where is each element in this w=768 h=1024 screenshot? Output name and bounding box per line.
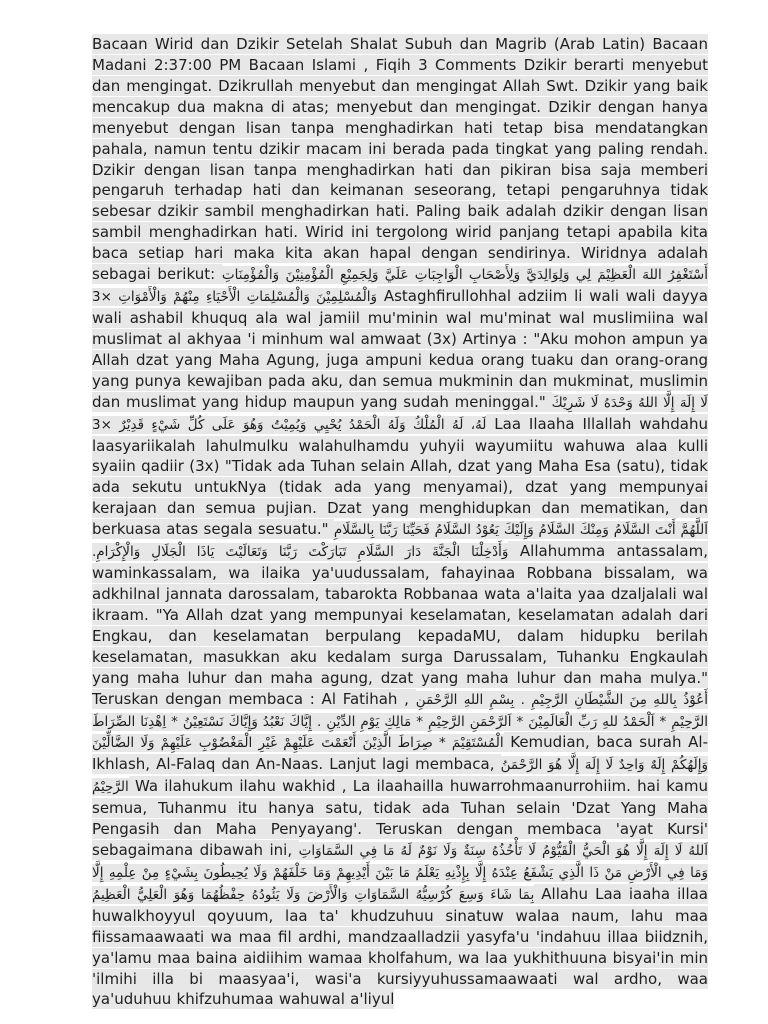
ilahukum-transliteration: Wa ilahukum ilahu wakhid , La ilaahailla huwarrohmaanurrohiim. hai kamu semua, Tuhanmu itu hanya satu, tidak ada Tuhan selain 'Dzat Yang Maha Pengasih dan Maha Penyayang'. Teruskan dengan membaca 'ayat Kursi' sebagaimana dibawah ini,: [92, 777, 708, 860]
arabic-ayat-kursi: اَللهُ لَا إِلَهَ إِلَّا هُوَ الْحَيُّ الْقَيُّوْمُ لَا تَأْخُذُهُ سِنَةٌ وَلَا نَوْمٌ لَهُ مَا فِي السَّمَاوَاتِ وَمَا فِي الْأَرْضِ مَنْ ذَا الَّذِي يَشْفَعُ عِنْدَهُ إِلَّا بِإِذْنِهِ يَعْلَمُ مَا بَيْنَ أَيْدِيهِمْ وَمَا خَلْفَهُمْ وَلَا يُحِيطُونَ بِشَيْءٍ مِنْ عِلْمِهِ إِلَّا بِمَا شَاءَ وَسِعَ كُرْسِيُّهُ السَّمَاوَاتِ وَالْأَرْضَ وَلَا يَئُودُهُ حِفْظُهُمَا وَهُوَ الْعَلِيُّ الْعَظِيمُ: [92, 843, 708, 903]
arabic-ilahukum: وَإِلَهُكُمْ إِلَهٌ وَاحِدٌ لَا إِلَهَ إِلَّا هُوَ الرَّحْمَنُ الرَّحِيْمُ: [92, 757, 708, 796]
intro-paragraph: Bacaan Wirid dan Dzikir Setelah Shalat Subuh dan Magrib (Arab Latin) Bacaan Madani 2:37:00 PM Bacaan Islami , Fiqih 3 Comments Dzikir berarti menyebut dan mengingat. Dzikrullah menyebut dan mengingat Allah Swt. Dzikir yang baik mencakup dua makna di atas; menyebut dan mengingat. Dzikir dengan hanya menyebut dengan lisan tanpa menghadirkan hati tetap bisa mendatangkan pahala, namun tentu dzikir macam ini berada pada tingkat yang paling rendah. Dzikir dengan lisan tanpa menghadirkan hati dan pikiran bisa saja memberi pengaruh terhadap hati dan keimanan seseorang, tetapi pengaruhnya tidak sebesar dzikir sambil menghadirkan hati. Paling baik adalah dzikir dengan lisan sambil menghadirkan hati. Wirid ini tergolong wirid panjang tetapi apabila kita baca setiap hari maka kita akan hapal dengan sendirinya. Wiridnya adalah sebagai berikut:: [92, 35, 708, 284]
arabic-salam-prayer: اَللَّهُمَّ أَنْتَ السَّلَامُ وَمِنْكَ السَّلَامُ وَإِلَيْكَ يَعُوْدُ السَّلَامُ فَحَيِّنَا رَبَّنَا بِالسَّلَامِ وَأَدْخِلْنَا الْجَنَّةَ دَارَ السَّلَامِ تَبَارَكْتَ رَبَّنَا وَتَعَالَيْتَ يَاذَا الْجَلَالِ وَالْإِكْرَامِ.: [92, 522, 708, 561]
article-body: [92, 34, 708, 1010]
arabic-istighfar: أَسْتَغْفِرُ اللهَ الْعَظِيْمَ لِي وَلِوَالِدَيَّ وَلِأَصْحَابِ الْوَاجِبَاتِ عَلَيَّ وَلِجَمِيْعِ الْمُؤْمِنِيْنَ وَالْمُؤْمِنَاتِ وَالْمُسْلِمِيْنَ وَالْمُسْلِمَاتِ الْأَحْيَاءِ مِنْهُمْ وَالْأَمْوَاتِ ×3: [92, 267, 708, 306]
istighfar-transliteration: Astaghfirullohhal adziim li wali wali dayya wali ashabil khuquq ala wal jamiil mu'minin wal mu'minat wal muslimiina wal muslimat al akhyaa 'i minhum wal amwaat (3x) Artinya : "Aku mohon ampun ya Allah dzat yang Maha Agung, juga ampuni kedua orang tuaku dan orang-orang yang punya kewajiban pada aku, dan semua mukminin dan mukminat, muslimin dan muslimat yang hidup maupun yang sudah meninggal.": [92, 287, 708, 411]
surah-instruction: Kemudian, baca surah Al-Ikhlash, Al-Falaq dan An-Naas. Lanjut lagi membaca,: [92, 733, 708, 774]
tahlil-transliteration: Laa Ilaaha Illallah wahdahu laasyariikalah lahulmulku walahulhamdu yuhyii wayumiitu wahuwa alaa kulli syaiin qadiir (3x) "Tidak ada Tuhan selain Allah, dzat yang Maha Esa (satu), tidak ada sekutu untukNya (tidak ada yang menyamai), dzat yang mempunyai kerajaan dan semua pujian. Dzat yang menghidupkan dan mematikan, dan berkuasa atas segala sesuatu.": [92, 414, 708, 539]
ayat-kursi-transliteration: Allahu Laa iaaha illaa huwalkhoyyul qoyuum, laa ta' khudzuhuu sinatuw walaa naum, lahu maa fiissamaawaati wa maa fil ardhi, mandzaalladzii yasyfa'u 'indahuu illaa biidznih, ya'lamu maa baina aidiihim wamaa kholfahum, wa laa yukhithuuna bisyai'in min 'ilmihi illa bi maasyaa'i, wasi'a kursiyyuhussamaawaati wal ardho, waa ya'uduhuu khifzuhumaa wahuwal a'liyul: [92, 884, 708, 1009]
arabic-al-fatihah: أَعُوْذُ بِاللهِ مِنَ الشَّيْطَانِ الرَّجِيْمِ . بِسْمِ اللهِ الرَّحْمَنِ الرَّحِيْمِ * اَلْحَمْدُ للهِ رَبِّ الْعَالَمِيْنَ * اَلرَّحْمَنِ الرَّحِيْمِ * مَالِكِ يَوْمِ الدِّيْنِ . إِيَّاكَ نَعْبُدُ وَإِيَّاكَ نَسْتَعِيْنُ * اِهْدِنَا الصِّرَاطَ الْمُسْتَقِيْمَ * صِرَاطَ الَّذِيْنَ أَنْعَمْتَ عَلَيْهِمْ غَيْرِ الْمَغْضُوْبِ عَلَيْهِمْ وَلَا الضَّالِّيْنَ: [92, 691, 708, 752]
salam-transliteration: Allahumma antassalam, waminkassalam, wa ilaika ya'uudussalam, fahayinaa Robbana bissalam, wa adkhilnal jannata darossalam, tabarokta Robbanaa wata a'laita yaa dzaljalali wal ikraam. "Ya Allah dzat yang mempunyai keselamatan, keselamatan adalah dari Engkau, dan keselamatan berpulang kepadaMU, dalam hidupku berilah keselamatan, masukkan aku kedalam surga Darussalam, Tuhanku Engkaulah yang maha luhur dan maha agung, dzat yang maha luhur dan maha mulya." Teruskan dengan membaca : Al Fatihah ,: [92, 542, 708, 708]
arabic-tahlil: لَا إِلَهَ إِلَّا اللهُ وَحْدَهُ لَا شَرِيْكَ لَهُ، لَهُ الْمُلْكُ وَلَهُ الْحَمْدُ يُحْيِي وَيُمِيْتُ وَهُوَ عَلَى كُلِّ شَيْءٍ قَدِيْرٌ ×3: [92, 394, 709, 433]
